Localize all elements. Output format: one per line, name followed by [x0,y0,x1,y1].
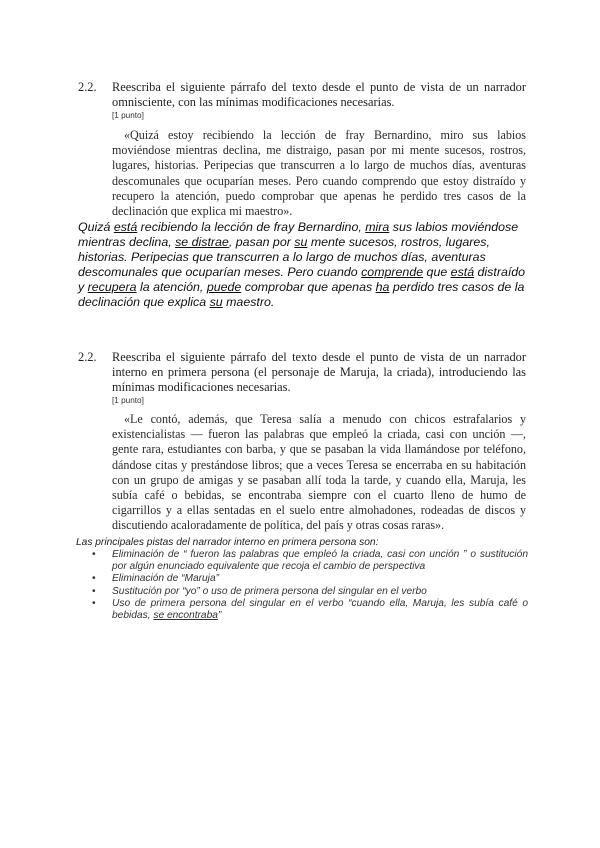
list-item: • Eliminación de “ fueron las palabras que empleó la criada, casi con unción ” o sustitución por algún enunciado equivalente que recoja el cambio de perspectiva [92,549,528,572]
answer-1-verb: ha [375,280,390,294]
list-item: • Eliminación de “Maruja” [92,573,220,585]
answer-2-list [90,549,528,623]
list-item: • Uso de primera persona del singular en el verbo “cuando ella, Maruja, les subía café o bebidas, se encontraba” [92,598,528,621]
question-2-number: 2.2. [78,350,97,364]
answer-1-possessive: su [294,235,308,249]
question-2 [78,350,526,395]
answer-1-verb: recupera [87,280,137,294]
answer-1-verb: está [113,220,138,234]
question-1 [78,80,526,110]
answer-1: Quizá está recibiendo la lección de fray Bernardino, mira sus labios moviéndose mientras declina, se distrae, pasan por su mente sucesos, rostros, lugares, historias. Peripecias que transcurren a lo largo de muchos días, aventuras descomunales que ocuparían meses. Pero cuando comprende que está distraído y recupera la atención, puede comprobar que apenas ha perdido tres casos de la declinación que explica su maestro. [78,220,526,309]
question-1-number: 2.2. [78,80,97,94]
question-2-instruction: Reescriba el siguiente párrafo del texto desde el punto de vista de un narrador interno en primera persona (el personaje de Maruja, la criada), introduciendo las mínimas modificaciones necesarias. [112,350,526,394]
bullet-icon: • [92,549,96,560]
answer-1-verb: comprende [361,265,424,279]
list-item: • Sustitución por “yo” o uso de primera persona del singular en el verbo [92,585,427,597]
question-2-quote: «Le contó, además, que Teresa salía a menudo con chicos estrafalarios y existencialistas — fueron las palabras que empleó la criada, casi con unción —, gente rara, estudiantes con barba, y que se pasaban la vida llamándose por teléfono, dándose citas y prestándose libros; que a veces Teresa se encerraba en su habitación con un grupo de amigas y se pasaban allí toda la tarde, y cuando ella, Maruja, les subía café o bebidas, se encontraba siempre con el cuarto lleno de humo de cigarrillos y a ellas sentadas en el suelo entre almohadones, rodeadas de discos y discutiendo acaloradamente de política, del país y otras cosas raras». [112,412,526,533]
bullet-icon: • [92,573,96,585]
answer-1-verb: mira [365,220,390,234]
answer-1-verb: puede [206,280,242,294]
bullet-icon: • [92,585,96,597]
answer-2-intro: Las principales pistas del narrador interno en primera persona son: [76,537,379,548]
answer-1-verb: está [450,265,475,279]
answer-1-verb: se distrae [175,235,229,249]
answer-1-possessive: su [209,295,223,309]
question-2-points: [1 punto] [112,396,144,405]
question-1-quote: «Quizá estoy recibiendo la lección de fray Bernardino, miro sus labios moviéndose mientras declina, me distraigo, pasan por mi mente sucesos, rostros, lugares, historias. Peripecias que transcurren a lo largo de muchos días, aventuras descomunales que ocuparían meses. Pero cuando comprendo que estoy distraído y recupero la atención, puedo comprobar que apenas he perdido tres casos de la declinación que explica mi maestro». [112,128,526,219]
question-1-points: [1 punto] [112,111,144,120]
bullet-icon: • [92,598,96,610]
question-1-instruction: Reescriba el siguiente párrafo del texto desde el punto de vista de un narrador omnisciente, con las mínimas modificaciones necesarias. [112,80,526,109]
